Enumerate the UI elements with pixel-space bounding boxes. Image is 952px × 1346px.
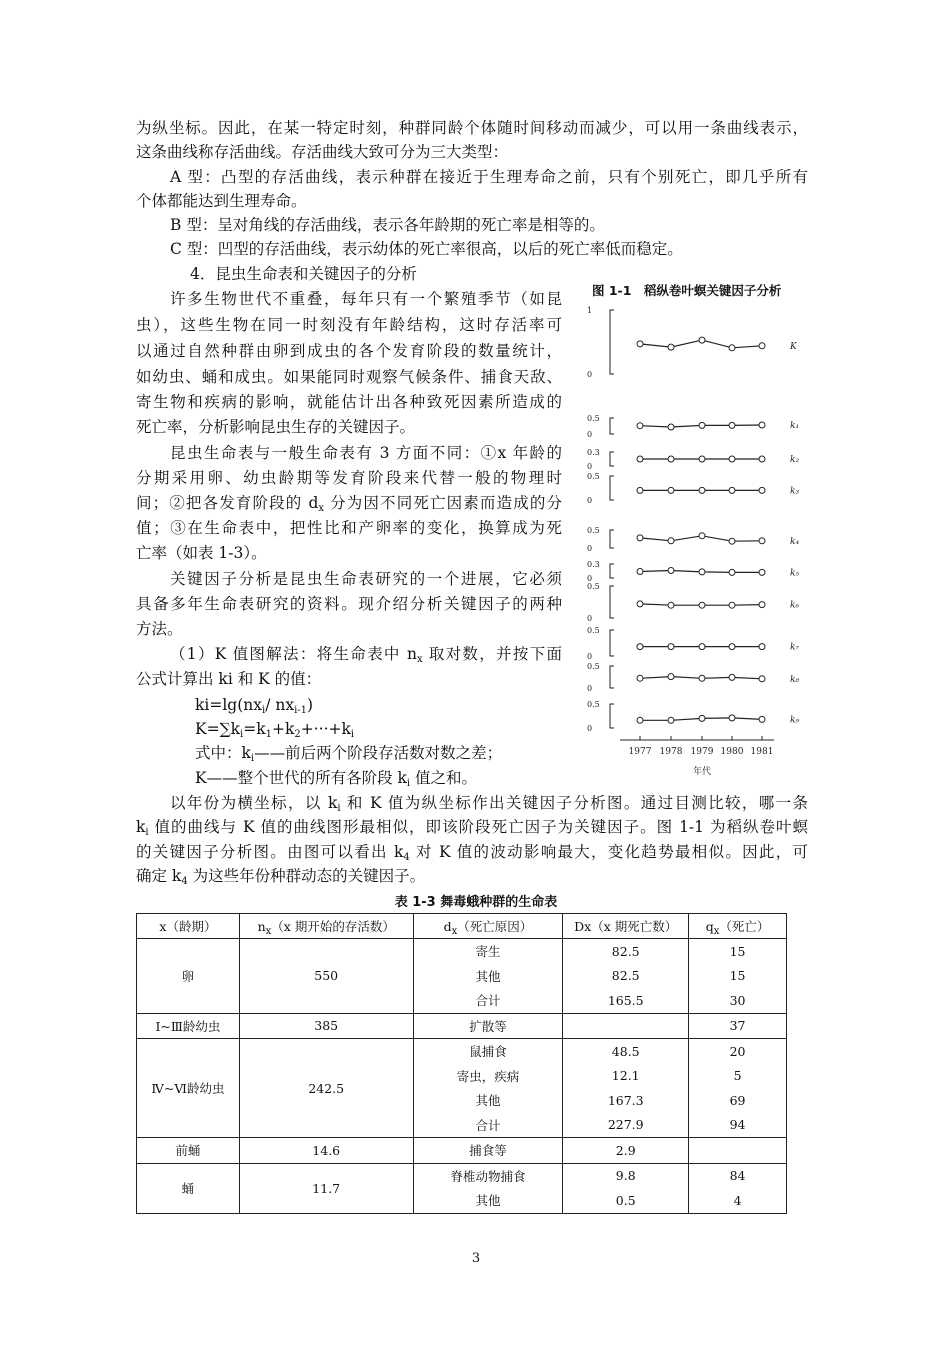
cell-nx: 14.6	[239, 1138, 413, 1164]
data-point	[637, 601, 643, 607]
tick-label: 1	[587, 306, 593, 315]
axis-bracket	[610, 704, 614, 728]
data-point	[668, 568, 674, 574]
tick-label: 0.5	[587, 582, 600, 591]
cell-cause: 捕食等	[413, 1138, 563, 1164]
data-point	[729, 674, 735, 680]
data-point	[699, 715, 705, 721]
cell-Dx: 48.5	[563, 1039, 689, 1064]
data-point	[637, 456, 643, 462]
tick-label: 0	[587, 544, 593, 553]
cell-cause: 合计	[413, 1113, 563, 1138]
cell-cause: 合计	[413, 988, 563, 1013]
data-point	[637, 675, 643, 681]
tick-label: 0	[587, 652, 593, 661]
table-header-row	[137, 914, 787, 939]
col-header-x: x（龄期）	[137, 914, 240, 939]
series-label: k₁	[790, 421, 800, 431]
cell-nx: 242.5	[239, 1039, 413, 1138]
tick-label: 0.5	[587, 472, 600, 481]
section-heading: 4．昆虫生命表和关键因子的分析	[190, 265, 417, 283]
key-factor-chart	[582, 278, 812, 798]
cell-qx: 30	[689, 988, 787, 1013]
x-tick-label: 1978	[659, 747, 683, 757]
axis-bracket	[610, 586, 614, 618]
cell-Dx	[563, 1013, 689, 1039]
series-label: k₄	[790, 536, 800, 547]
x-tick-label: 1980	[720, 747, 744, 757]
tick-label: 0	[587, 574, 593, 583]
cell-Dx: 167.3	[563, 1088, 689, 1113]
cell-qx: 20	[689, 1039, 787, 1064]
data-point	[729, 422, 735, 428]
data-point	[699, 644, 705, 650]
series-label: k₇	[790, 642, 800, 653]
page-number: 3	[471, 1251, 481, 1266]
table-body	[137, 939, 787, 1214]
data-point	[759, 602, 765, 608]
body-line: 死亡率，分析影响昆虫生存的关键因子。	[136, 418, 416, 436]
data-point	[699, 337, 705, 343]
tick-label: 0	[587, 462, 593, 471]
figure-title: 图 1-1 稻纵卷叶螟关键因子分析	[592, 283, 782, 298]
cell-qx: 94	[689, 1113, 787, 1138]
body-line: 昆虫生命表与一般生命表有 3 方面不同：①x 年龄的	[170, 444, 562, 462]
cell-qx: 15	[689, 939, 787, 964]
tick-label: 0.5	[587, 700, 600, 709]
data-point	[699, 533, 705, 539]
series-label: k₂	[790, 455, 800, 465]
data-point	[668, 602, 674, 608]
data-point	[637, 569, 643, 575]
axis-bracket	[610, 476, 614, 500]
body-line: 以通过自然种群由卵到成虫的各个发育阶段的数量统计，	[136, 342, 562, 360]
body-line: 方法。	[136, 620, 183, 638]
cell-cause: 其他	[413, 1188, 563, 1213]
body-line: 具备多年生命表研究的资料。现介绍分析关键因子的两种	[136, 595, 562, 613]
series-label: k₃	[790, 486, 800, 497]
axis-bracket	[610, 630, 614, 656]
cell-cause: 其他	[413, 1088, 563, 1113]
tick-label: 0	[587, 370, 593, 379]
cell-qx	[689, 1138, 787, 1164]
data-point	[668, 538, 674, 544]
table-row	[137, 1163, 787, 1188]
data-point	[699, 602, 705, 608]
cell-cause: 其他	[413, 964, 563, 989]
axis-bracket	[610, 452, 614, 466]
data-point	[668, 674, 674, 680]
cell-Dx: 9.8	[563, 1163, 689, 1188]
cell-stage: 蛹	[137, 1163, 240, 1213]
data-point	[729, 644, 735, 650]
data-point	[729, 345, 735, 351]
data-point	[699, 675, 705, 681]
cell-nx: 385	[239, 1013, 413, 1039]
data-point	[759, 644, 765, 650]
tick-label: 0	[587, 614, 593, 623]
data-point	[759, 456, 765, 462]
body-line: 确定 $k_4$ 为这些年份种群动态的关键因子。	[136, 867, 426, 887]
axis-bracket	[610, 418, 614, 434]
tick-label: 0	[587, 430, 593, 439]
tick-label: 0.5	[587, 414, 600, 423]
body-line: 的关键因子分析图。由图可以看出 $k_4$ 对 K 值的波动影响最大，变化趋势最相似。因此，可	[136, 843, 808, 863]
cell-stage: 前蛹	[137, 1138, 240, 1164]
data-point	[637, 644, 643, 650]
body-line: B 型：呈对角线的存活曲线，表示各年龄期的死亡率是相等的。	[170, 216, 605, 234]
cell-stage: Ⅳ~Ⅵ龄幼虫	[137, 1039, 240, 1138]
cell-cause: 寄虫，疾病	[413, 1064, 563, 1089]
cell-stage: 卵	[137, 939, 240, 1014]
cell-Dx: 82.5	[563, 964, 689, 989]
cell-cause: 脊椎动物捕食	[413, 1163, 563, 1188]
axis-bracket	[610, 530, 614, 548]
cell-qx: 37	[689, 1013, 787, 1039]
formula-note: K——整个世代的所有各阶段 $k_i$ 值之和。	[195, 769, 478, 789]
tick-label: 0	[587, 496, 593, 505]
data-point	[637, 535, 643, 541]
cell-Dx: 227.9	[563, 1113, 689, 1138]
table-row	[137, 1039, 787, 1064]
body-line: 个体都能达到生理寿命。	[136, 192, 307, 210]
cell-Dx: 82.5	[563, 939, 689, 964]
data-point	[699, 569, 705, 575]
formula-K: $K=\sum k_i=k_1+k_2+\cdot\cdot\cdot+k_i$	[195, 720, 355, 740]
data-point	[668, 344, 674, 350]
cell-qx: 15	[689, 964, 787, 989]
cell-Dx: 0.5	[563, 1188, 689, 1213]
data-point	[729, 456, 735, 462]
axis-bracket	[610, 310, 614, 374]
data-point	[699, 422, 705, 428]
body-line: 以年份为横坐标，以 $k_i$ 和 K 值为纵坐标作出关键因子分析图。通过目测比较，哪一条	[170, 794, 808, 814]
cell-qx: 5	[689, 1064, 787, 1089]
cell-qx: 69	[689, 1088, 787, 1113]
data-point	[668, 487, 674, 493]
tick-label: 0.3	[587, 448, 600, 457]
data-point	[759, 487, 765, 493]
body-line: 值；③在生命表中，把性比和产卵率的变化，换算成为死	[136, 519, 562, 537]
col-header-qx: $q_x$（死亡）	[689, 914, 787, 939]
series-label: k₈	[790, 674, 800, 685]
tick-label: 0	[587, 724, 593, 733]
data-point	[729, 487, 735, 493]
body-line: 亡率（如表 1-3）。	[136, 544, 267, 562]
col-header-dx: $d_x$（死亡原因）	[413, 914, 563, 939]
body-line: 分期采用卵、幼虫龄期等发育阶段来代替一般的物理时	[136, 469, 562, 487]
cell-Dx: 2.9	[563, 1138, 689, 1164]
data-point	[668, 717, 674, 723]
data-point	[729, 538, 735, 544]
cell-cause: 扩散等	[413, 1013, 563, 1039]
data-point	[759, 343, 765, 349]
tick-label: 0	[587, 684, 593, 693]
body-line: （1）K 值图解法：将生命表中 $n_x$ 取对数，并按下面	[170, 645, 562, 665]
data-point	[729, 715, 735, 721]
x-axis-label: 年代	[692, 767, 712, 777]
series-label: k₆	[790, 600, 800, 611]
body-line: $k_i$ 值的曲线与 K 值的曲线图形最相似，即该阶段死亡因子为关键因子。图 1-1 为稻纵卷叶螟	[136, 818, 808, 838]
body-line: 为纵坐标。因此，在某一特定时刻，种群同龄个体随时间移动而减少，可以用一条曲线表示，	[136, 119, 808, 137]
cell-Dx: 165.5	[563, 988, 689, 1013]
data-point	[668, 644, 674, 650]
table-row	[137, 1138, 787, 1164]
body-line: 寄生物和疾病的影响，就能估计出各种致死因素所造成的	[136, 393, 562, 411]
formula-ki: $ki=\lg(nx_i/$ $nx_{i-1}$)	[195, 696, 314, 716]
data-point	[699, 487, 705, 493]
data-point	[637, 423, 643, 429]
table-row	[137, 939, 787, 964]
x-tick-label: 1979	[690, 747, 714, 757]
data-point	[729, 569, 735, 575]
col-header-Dx: Dx（x 期死亡数）	[563, 914, 689, 939]
body-line: C 型：凹型的存活曲线，表示幼体的死亡率很高，以后的死亡率低而稳定。	[170, 240, 683, 258]
data-point	[637, 341, 643, 347]
body-line: A 型：凸型的存活曲线，表示种群在接近于生理寿命之前，只有个别死亡，即几乎所有	[170, 168, 808, 186]
series-label: k₅	[790, 568, 800, 579]
cell-cause: 寄生	[413, 939, 563, 964]
cell-nx: 550	[239, 939, 413, 1014]
data-point	[699, 456, 705, 462]
x-tick-label: 1977	[628, 747, 652, 757]
formula-note: 式中：$k_i——$前后两个阶段存活数对数之差；	[195, 744, 503, 764]
data-point	[759, 716, 765, 722]
body-line: 如幼虫、蛹和成虫。如果能同时观察气候条件、捕食天敌、	[136, 368, 562, 386]
data-point	[668, 456, 674, 462]
body-line: 关键因子分析是昆虫生命表研究的一个进展，它必须	[170, 570, 562, 588]
body-line: 这条曲线称存活曲线。存活曲线大致可分为三大类型：	[136, 143, 509, 161]
data-point	[759, 569, 765, 575]
table-row	[137, 1013, 787, 1039]
data-point	[668, 424, 674, 430]
tick-label: 0.5	[587, 626, 600, 635]
data-point	[759, 422, 765, 428]
series-label: K	[790, 341, 797, 352]
tick-label: 0.5	[587, 662, 600, 671]
data-point	[759, 538, 765, 544]
data-point	[637, 487, 643, 493]
table-title: 表 1-3 舞毒蛾种群的生命表	[394, 895, 558, 910]
tick-label: 0.5	[587, 526, 600, 535]
body-line: 间；②把各发育阶段的 $d_x$ 分为因不同死亡因素而造成的分	[136, 494, 562, 514]
axis-bracket	[610, 666, 614, 688]
x-tick-label: 1981	[750, 747, 774, 757]
data-point	[759, 676, 765, 682]
life-table	[136, 913, 787, 1214]
body-line: 虫），这些生物在同一时刻没有年龄结构，这时存活率可	[136, 316, 562, 334]
cell-cause: 鼠捕食	[413, 1039, 563, 1064]
cell-nx: 11.7	[239, 1163, 413, 1213]
tick-label: 0.3	[587, 560, 600, 569]
col-header-nx: $n_x(x$ 期开始的存活数）	[239, 914, 413, 939]
data-point	[729, 602, 735, 608]
cell-qx: 4	[689, 1188, 787, 1213]
data-point	[637, 717, 643, 723]
cell-stage: Ⅰ~Ⅲ龄幼虫	[137, 1013, 240, 1039]
body-line: 公式计算出 ki 和 K 的值：	[136, 670, 322, 688]
cell-qx: 84	[689, 1163, 787, 1188]
axis-bracket	[610, 564, 614, 578]
series-label: k₉	[790, 715, 800, 726]
body-line: 许多生物世代不重叠，每年只有一个繁殖季节（如昆	[170, 290, 562, 308]
cell-Dx: 12.1	[563, 1064, 689, 1089]
